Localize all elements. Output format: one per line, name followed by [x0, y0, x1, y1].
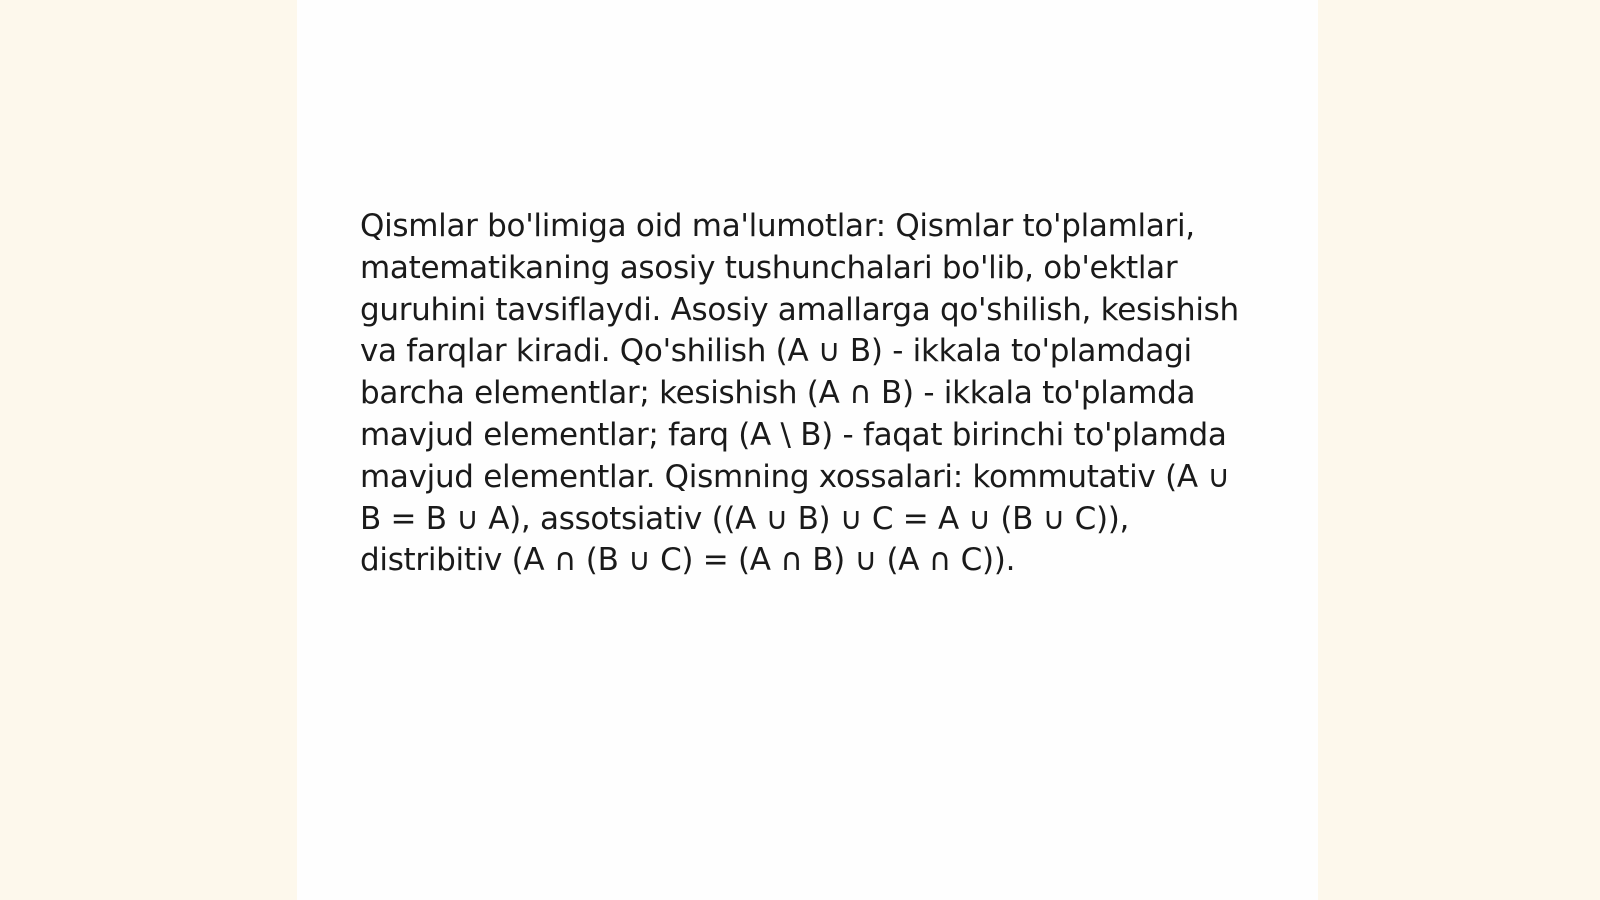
- body-paragraph: Qismlar bo'limiga oid ma'lumotlar: Qismlar to'plamlari, matematikaning asosiy tushunchalari bo'lib, ob'ektlar guruhini tavsiflaydi. Asosiy amallarga qo'shilish, kesishish va farqlar kiradi. Qo'shilish (A ∪ B) - ikkala to'plamdagi barcha elementlar; kesishish (A ∩ B) - ikkala to'plamda mavjud elementlar; farq (A \ B) - faqat birinchi to'plamda mavjud elementlar. Qismning xossalari: kommutativ (A ∪ B = B ∪ A), assotsiativ ((A ∪ B) ∪ C = A ∪ (B ∪ C)), distribitiv (A ∩ (B ∪ C) = (A ∩ B) ∪ (A ∩ C)).: [360, 208, 1239, 579]
- document-page: [297, 0, 1318, 900]
